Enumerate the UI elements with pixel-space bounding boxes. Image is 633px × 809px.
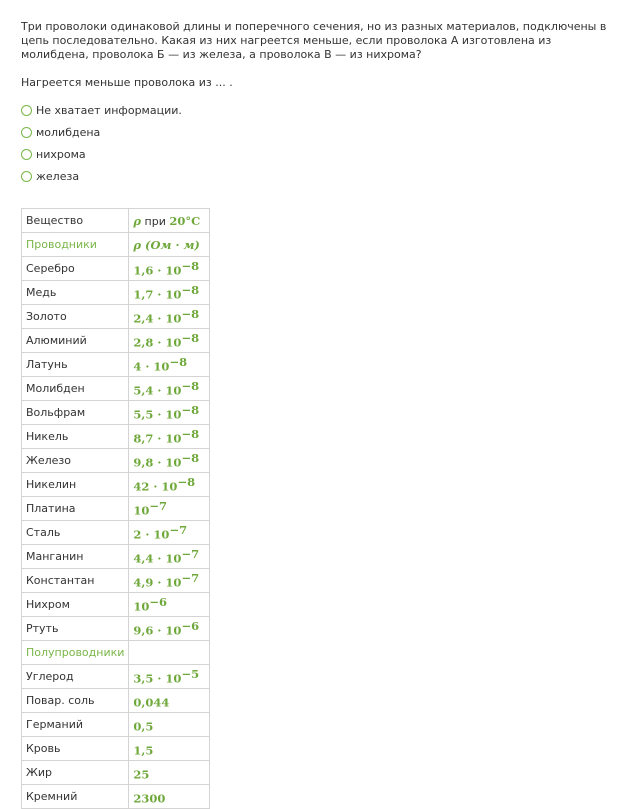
table-row [22,593,210,617]
table-row [22,545,210,569]
table-row [22,281,210,305]
table-row [22,737,210,761]
substance-name: Железо [22,449,129,473]
option-molybdenum[interactable] [21,121,182,143]
radio-icon[interactable] [21,149,32,160]
table-row [22,713,210,737]
table-row [22,665,210,689]
radio-icon[interactable] [21,127,32,138]
table-row [22,473,210,497]
resistivity-value: $9,8 \cdot 10^{-8}$ [129,449,210,473]
resistivity-value: $4,9 \cdot 10^{-7}$ [129,569,210,593]
substance-name: Повар. соль [22,689,129,713]
resistivity-value: $2,4 \cdot 10^{-8}$ [129,305,210,329]
answer-prompt: Нагреется меньше проволока из ... . [21,76,233,89]
resistivity-value: $5,4 \cdot 10^{-8}$ [129,377,210,401]
table-row [22,305,210,329]
resistivity-value: $9,6 \cdot 10^{-6}$ [129,617,210,641]
answer-options [21,99,182,187]
table-row [22,785,210,809]
substance-name: Нихром [22,593,129,617]
resistivity-table [21,208,210,809]
table-row [22,569,210,593]
substance-name: Платина [22,497,129,521]
table-row [22,521,210,545]
option-label: нихрома [36,147,86,161]
substance-name: Манганин [22,545,129,569]
table-row [22,329,210,353]
substance-name: Константан [22,569,129,593]
substance-name: Углерод [22,665,129,689]
resistivity-value: $1,7 \cdot 10^{-8}$ [129,281,210,305]
resistivity-value: 0,5 [129,713,210,737]
resistivity-value: $10^{-7}$ [129,497,210,521]
table-row [22,353,210,377]
table-row [22,689,210,713]
resistivity-value: $4 \cdot 10^{-8}$ [129,353,210,377]
section-label: Полупроводники [22,641,129,665]
substance-name: Ртуть [22,617,129,641]
resistivity-value: $42 \cdot 10^{-8}$ [129,473,210,497]
substance-name: Кремний [22,785,129,809]
resistivity-value: $3,5 \cdot 10^{-5}$ [129,665,210,689]
substance-name: Латунь [22,353,129,377]
option-nichrome[interactable] [21,143,182,165]
table-row [22,617,210,641]
substance-name: Молибден [22,377,129,401]
resistivity-value: 1,5 [129,737,210,761]
question-text: Три проволоки одинаковой длины и поперечного сечения, но из разных материалов, подключены в цепь последовательно. Какая из них нагреется меньше, если проволока А изготовлена из молибдена, проволока Б — из железа, а проволока В — из нихрома? [21,20,607,61]
table-row [22,401,210,425]
table-row [22,497,210,521]
radio-icon[interactable] [21,105,32,116]
table-row [22,449,210,473]
resistivity-value: $2 \cdot 10^{-7}$ [129,521,210,545]
substance-name: Золото [22,305,129,329]
option-no-info[interactable] [21,99,182,121]
table-header-row [22,209,210,233]
table-row [22,425,210,449]
substance-name: Никелин [22,473,129,497]
option-label: молибдена [36,125,101,139]
resistivity-value: $4,4 \cdot 10^{-7}$ [129,545,210,569]
substance-name: Кровь [22,737,129,761]
option-label: железа [36,169,80,183]
header-resistivity: ρ при 20°C [129,209,210,233]
section-label: Проводники [22,233,129,257]
header-substance: Вещество [22,209,129,233]
unit-label: ρ (Ом · м) [129,233,210,257]
resistivity-value: $2,8 \cdot 10^{-8}$ [129,329,210,353]
option-label: Не хватает информации. [36,103,182,117]
section-row-semiconductors [22,641,210,665]
substance-name: Никель [22,425,129,449]
resistivity-value: 0,044 [129,689,210,713]
substance-name: Сталь [22,521,129,545]
section-row-conductors [22,233,210,257]
substance-name: Вольфрам [22,401,129,425]
resistivity-value: $8,7 \cdot 10^{-8}$ [129,425,210,449]
substance-name: Медь [22,281,129,305]
resistivity-value: 2300 [129,785,210,809]
substance-name: Германий [22,713,129,737]
radio-icon[interactable] [21,171,32,182]
resistivity-value: $10^{-6}$ [129,593,210,617]
table-row [22,761,210,785]
resistivity-value: $5,5 \cdot 10^{-8}$ [129,401,210,425]
option-iron[interactable] [21,165,182,187]
empty-cell [129,641,210,665]
resistivity-value: 25 [129,761,210,785]
substance-name: Серебро [22,257,129,281]
table-row [22,257,210,281]
substance-name: Алюминий [22,329,129,353]
table-row [22,377,210,401]
substance-name: Жир [22,761,129,785]
resistivity-value: $1,6 \cdot 10^{-8}$ [129,257,210,281]
